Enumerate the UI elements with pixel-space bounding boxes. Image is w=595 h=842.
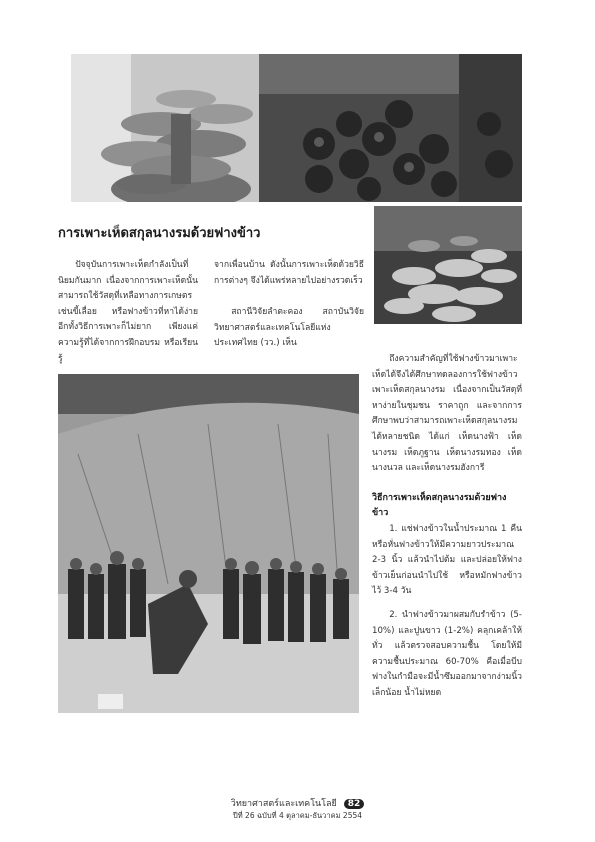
- page-number: 82: [344, 799, 365, 809]
- list-item: 1. แช่ฟางข้าวในน้ำประมาณ 1 คืน หรือหั่นฟางข้าวให้มีความยาวประมาณ 2-3 นิ้ว แล้วนำไปต้ม และปล่อยให้ฟางข้าวเย็นก่อนนำไปใช้ หรือหมักฟางข้าวไว้ 3-4 วัน: [372, 523, 522, 597]
- photo-training-group: [58, 374, 359, 713]
- photo-oyster-mushrooms: [71, 54, 259, 202]
- section-subhead: วิธีการเพาะเห็ดสกุลนางรมด้วยฟางข้าว: [372, 492, 507, 519]
- article-title: การเพาะเห็ดสกุลนางรมด้วยฟางข้าว: [58, 226, 261, 241]
- article-column-2: [214, 258, 364, 352]
- paragraph: จากเพื่อนบ้าน ดังนั้นการเพาะเห็ดด้วยวิธีการต่างๆ จึงได้แพร่หลายไปอย่างรวดเร็ว: [214, 260, 364, 286]
- list-item: 2. นำฟางข้าวมาผสมกับรำข้าว (5-10%) และปูนขาว (1-2%) คลุกเคล้าให้ทั่ว แล้วตรวจสอบความชื้น โดยให้มีความชื้นประมาณ 60-70% คือเมื่อบีบฟางในกำมือจะมีน้ำซึมออกมาจากง่ามนิ้วเล็กน้อย น้ำไม่หยด: [372, 609, 523, 698]
- journal-name: วิทยาศาสตร์และเทคโนโลยี: [230, 799, 337, 809]
- paragraph: สถานีวิจัยลำตะคอง สถาบันวิจัยวิทยาศาสตร์และเทคโนโลยีแห่งประเทศไทย (วว.) เห็น: [214, 307, 364, 349]
- footer-issue: ปีที่ 26 ฉบับที่ 4 ตุลาคม-ธันวาคม 2554: [232, 811, 363, 820]
- photo-mushrooms-on-straw: [374, 206, 522, 324]
- article-column-1: [58, 258, 198, 367]
- article-column-3: [372, 352, 522, 701]
- paragraph: ถึงความสำคัญที่ใช้ฟางข้าวมาเพาะเห็ดได้จึงได้ศึกษาทดลองการใช้ฟางข้าวเพาะเห็ดสกุลนางรม เนื่องจากเป็นวัสดุที่หาง่ายในชุมชน ราคาถูก และจากการศึกษาพบว่าสามารถเพาะเห็ดสกุลนางรมได้หลายชนิด ได้แก่ เห็ดนางฟ้า เห็ดนางรม เห็ดภูฐาน เห็ดนางรมทอง เห็ดนางนวล และเห็ดนางรมฮังการี: [372, 354, 522, 474]
- footer-journal: [0, 796, 595, 810]
- photo-mushroom-caps: [259, 54, 522, 202]
- paragraph: ปัจจุบันการเพาะเห็ดกำลังเป็นที่นิยมกันมาก เนื่องจากการเพาะเห็ดนั้นสามารถใช้วัสดุที่เหลือทางการเกษตรเช่นขี้เลื่อย หรือฟางข้าวที่หาได้ง่าย อีกทั้งวิธีการเพาะก็ไม่ยาก เพียงแค่ความรู้ที่ได้จากการฝึกอบรม หรือเรียนรู้: [58, 260, 198, 364]
